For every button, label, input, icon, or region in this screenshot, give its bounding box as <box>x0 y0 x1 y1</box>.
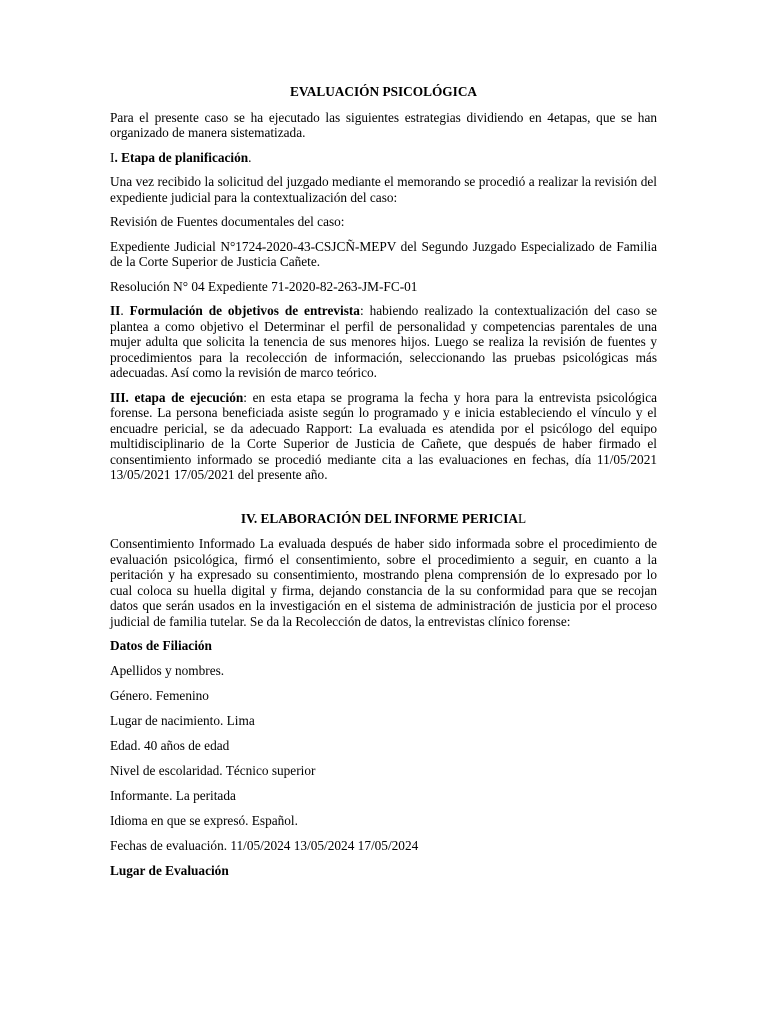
document-page <box>110 84 657 888</box>
consent-paragraph: Consentimiento Informado La evaluada después de haber sido informada sobre el procedimiento de evaluación psicológica, firmó el consentimiento, sobre el procedimiento a seguir, en cuanto a la peritación y ha expresado su consentimiento, mostrando plena comprensión de lo expresado por lo cual coloca su huella digital y firma, dejando constancia de la su conformidad para que se recojan datos que serán usados en la investigación en el sistema de administración de justicia por el proceso judicial de familia tutelar. Se da la Recolección de datos, la entrevistas clínico forense: <box>110 536 657 629</box>
filiation-language: Idioma en que se expresó. Español. <box>110 813 298 828</box>
sources-heading: Revisión de Fuentes documentales del caso: <box>110 214 345 229</box>
stage2-text: : habiendo realizado la contextualización del caso se plantea a como objetivo el Determinar el perfil de personalidad y competencias parentales de una mujer adulta que solicita la tenencia de sus menores hijos. Luego se realiza la revisión de fuentes y procedimientos para la recolección de información, seleccionando las pruebas psicológicas más adecuadas. Así como la revisión de marco teórico. <box>110 303 657 380</box>
stage2-dot: . <box>120 303 124 318</box>
filiation-name: Apellidos y nombres. <box>110 663 225 678</box>
stage1-roman: I <box>110 149 115 165</box>
filiation-dates: Fechas de evaluación. 11/05/2024 13/05/2024 17/05/2024 <box>110 838 419 853</box>
filiation-birthplace: Lugar de nacimiento. Lima <box>110 713 255 728</box>
stage2-paragraph <box>110 303 657 381</box>
place-heading: Lugar de Evaluación <box>110 863 229 878</box>
section4-title-bold: IV. ELABORACIÓN DEL INFORME PERICIA <box>240 510 519 526</box>
stage2-roman: II <box>110 303 121 318</box>
stage2-heading: Formulación de objetivos de entrevista <box>123 303 360 318</box>
filiation-informant: Informante. La peritada <box>110 788 236 803</box>
section4-title-tail: L <box>518 510 527 526</box>
stage1-heading-text: . Etapa de planificación <box>114 149 249 165</box>
stage3-text: : en esta etapa se programa la fecha y hora para la entrevista psicológica forense. La persona beneficiada asiste según lo programado y e inicia estableciendo el vínculo y el encuadre pericial, se da adecuado Rapport: La evaluada es atendida por el psicólogo del equipo multidisciplinario de la Corte Superior de Justicia de Cañete, que después de haber firmado el consentimiento informado se procedió mediante cita a las evaluaciones en fechas, día 11/05/2021 13/05/2021 17/05/2021 del presente año. <box>110 389 657 482</box>
stage1-heading <box>110 150 657 166</box>
intro-paragraph: Para el presente caso se ha ejecutado las siguientes estrategias dividiendo en 4etapas, que se han organizado de manera sistematizada. <box>110 109 657 140</box>
filiation-education: Nivel de escolaridad. Técnico superior <box>110 763 316 778</box>
document-title: EVALUACIÓN PSICOLÓGICA <box>289 84 478 99</box>
filiation-age: Edad. 40 años de edad <box>110 738 230 753</box>
resolucion-paragraph: Resolución N° 04 Expediente 71-2020-82-263-JM-FC-01 <box>110 278 418 294</box>
expediente-paragraph: Expediente Judicial N°1724-2020-43-CSJCÑ-MEPV del Segundo Juzgado Especializado de Familia de la Corte Superior de Justicia Cañete. <box>110 238 657 269</box>
stage1-paragraph: Una vez recibido la solicitud del juzgado mediante el memorando se procedió a realizar la revisión del expediente judicial para la contextualización del caso: <box>110 174 657 205</box>
section4-title <box>110 511 657 527</box>
filiation-heading: Datos de Filiación <box>110 638 212 653</box>
stage3-heading: III. etapa de ejecución <box>110 389 244 405</box>
stage1-heading-tail: . <box>248 149 252 165</box>
stage3-paragraph <box>110 390 657 483</box>
filiation-gender: Género. Femenino <box>110 688 209 703</box>
